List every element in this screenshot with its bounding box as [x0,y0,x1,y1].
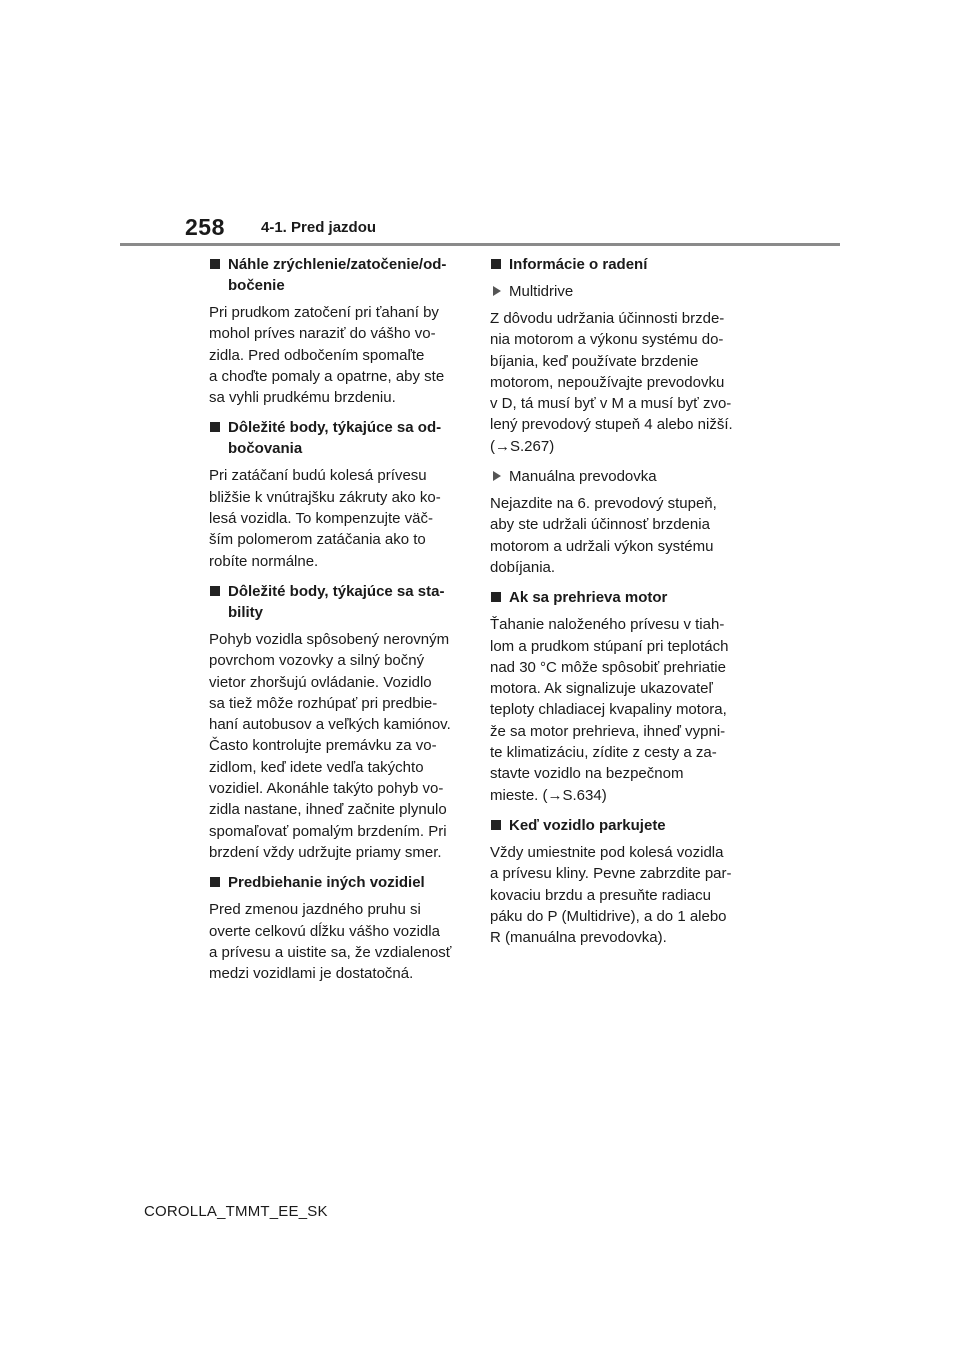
body-paragraph: Pohyb vozidla spôsobený nerovným povrchom vozovky a silný bočný vietor zhoršujú ovládanie. Vozidlo sa tiež môže rozhúpať pri predbie- haní autobusov a veľkých kamiónov. Často kontrolujte premávku za vo- zidlom, keď idete vedľa takýchto vozidiel. Akonáhle takýto pohyb vo- zidla nastane, ihneď začnite plynulo spomaľovať pomalým brzdením. Pri brzdení vždy udržujte priamy smer. [209,630,451,861]
body-paragraph: Ťahanie naloženého prívesu v tiah- lom a prudkom stúpaní pri teplotách nad 30 °C môže spôsobiť prehriatie motora. Ak signalizuje ukazovateľ teploty chladiacej kvapaliny motora, že sa motor prehrieva, ihneď vypni- te klimatizáciu, zídite z cesty a za- stavte vozidlo na bezpečnom mieste. (→S.634) [490,616,729,804]
square-bullet-icon [210,422,220,432]
section-heading [490,587,752,608]
page-number: 258 [185,214,225,240]
body-paragraph: Pri prudkom zatočení pri ťahaní by mohol príves naraziť do vášho vo- zidla. Pred odbočením spomaľte a choďte pomaly a opatrne, aby ste sa vyhli prudkému brzdeniu. [209,304,445,407]
header-rule [120,243,840,246]
square-bullet-icon [491,592,501,602]
section-heading [209,417,471,459]
heading-text: Náhle zrýchlenie/zatočenie/od- bočenie [228,256,447,294]
section-heading [209,872,471,893]
body-paragraph: Pri zatáčaní budú kolesá prívesu bližšie k vnútrajšku zákruty ako ko- lesá vozidla. To kompenzujte väč- ším polomerom zatáčania ako to robíte normálne. [209,467,441,570]
footer-doc-code: COROLLA_TMMT_EE_SK [144,1203,328,1220]
square-bullet-icon [210,877,220,887]
heading-text: Ak sa prehrieva motor [509,589,668,607]
section-heading [490,254,752,275]
triangle-bullet-icon [493,471,501,481]
square-bullet-icon [210,586,220,596]
body-paragraph: Nejazdite na 6. prevodový stupeň, aby ste udržali účinnosť brzdenia motorom a udržali výkon systému dobíjania. [490,495,717,576]
heading-text: Keď vozidlo parkujete [509,816,666,834]
square-bullet-icon [491,259,501,269]
sub-heading-text: Manuálna prevodovka [509,468,657,486]
section-heading [209,581,471,623]
sub-heading [490,466,752,487]
right-column [490,254,752,957]
body-paragraph: Pred zmenou jazdného pruhu si overte celkovú dĺžku vášho vozidla a prívesu a uistite sa, že vzdialenosť medzi vozidlami je dostatočná. [209,901,452,983]
section-heading [209,254,471,296]
body-paragraph: Vždy umiestnite pod kolesá vozidla a prívesu kliny. Pevne zabrzdite par- kovaciu brzdu a presuňte radiacu páku do P (Multidrive), a do 1 alebo R (manuálna prevodovka). [490,843,732,947]
body-paragraph: Z dôvodu udržania účinnosti brzde- nia motorom a výkonu systému do- bíjania, keď používate brzdenie motorom, nepoužívajte prevodovku v D, tá musí byť v M a musí byť zvo- lený prevodový stupeň 4 alebo nižší. (→S.267) [490,310,733,455]
section-label: 4-1. Pred jazdou [261,219,377,236]
square-bullet-icon [210,259,220,269]
triangle-bullet-icon [493,286,501,296]
heading-text: Predbiehanie iných vozidiel [228,874,425,892]
heading-text: Informácie o radení [509,256,648,273]
sub-heading [490,281,752,302]
heading-text: Dôležité body, týkajúce sa sta- bility [228,582,445,621]
left-column [209,254,471,993]
square-bullet-icon [491,820,501,830]
section-heading [490,815,752,836]
heading-text: Dôležité body, týkajúce sa od- bočovania [228,419,442,458]
sub-heading-text: Multidrive [509,283,574,300]
